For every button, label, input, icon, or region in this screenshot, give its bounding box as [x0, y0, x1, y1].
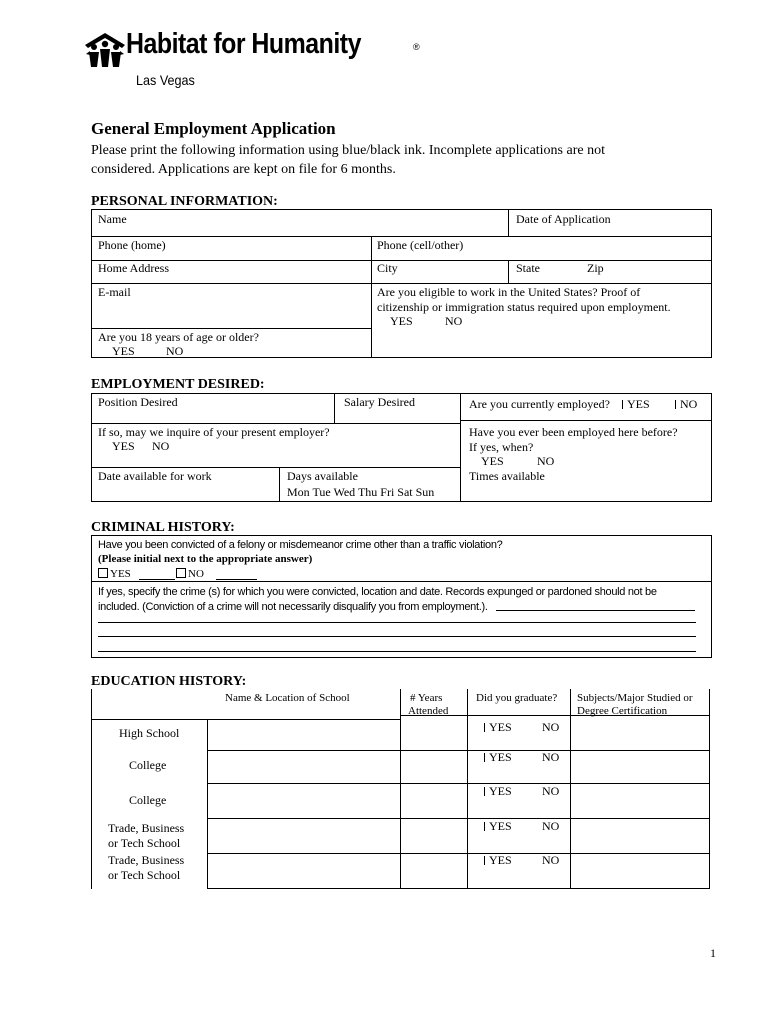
phone-home-field[interactable]: Phone (home): [98, 238, 166, 252]
checkbox-icon: [176, 568, 186, 578]
conviction-question: Have you been convicted of a felony or misdemeanor crime other than a traffic violation?: [98, 539, 503, 551]
col-years-header: # Years: [410, 692, 443, 704]
graduate-no-option[interactable]: NO: [542, 853, 560, 867]
criminal-table: [91, 535, 712, 658]
employment-table: [91, 393, 712, 502]
checkbox-tick-icon: [484, 822, 485, 831]
habitat-house-people-icon: [84, 30, 126, 68]
graduate-yes-option[interactable]: YES: [484, 819, 512, 834]
graduate-yes-option[interactable]: YES: [484, 720, 512, 735]
row-label-trade-line2: or Tech School: [108, 836, 181, 850]
home-address-field[interactable]: Home Address: [98, 261, 169, 275]
education-heading: EDUCATION HISTORY:: [91, 674, 247, 689]
currently-employed-no-option[interactable]: NO: [675, 397, 697, 412]
checkbox-tick-icon: [675, 400, 676, 409]
checkbox-tick-icon: [484, 856, 485, 865]
logo-subtitle: Las Vegas: [136, 72, 195, 88]
col-subjects-header-line2: Degree Certification: [577, 705, 668, 717]
logo: [84, 28, 424, 92]
specify-instruction: If yes, specify the crime (s) for which you were convicted, location and date. Records expunged or pardoned should not be: [98, 586, 657, 598]
date-of-application-field[interactable]: Date of Application: [516, 212, 611, 226]
checkbox-tick-icon: [622, 400, 623, 409]
row-label-trade-2: Trade, Business: [108, 853, 185, 867]
inquire-no-option[interactable]: NO: [152, 439, 170, 453]
checkbox-tick-icon: [484, 753, 485, 762]
days-options[interactable]: Mon Tue Wed Thu Fri Sat Sun: [287, 485, 435, 499]
criminal-no-option[interactable]: NO: [176, 567, 204, 581]
page-title: General Employment Application: [91, 119, 336, 138]
criminal-heading: CRIMINAL HISTORY:: [91, 520, 235, 535]
page-number: 1: [710, 946, 716, 960]
checkbox-tick-icon: [484, 723, 485, 732]
date-available-field[interactable]: Date available for work: [98, 469, 212, 483]
graduate-no-option[interactable]: NO: [542, 784, 560, 798]
checkbox-tick-icon: [484, 787, 485, 796]
graduate-no-option[interactable]: NO: [542, 750, 560, 764]
personal-info-table: [91, 209, 712, 358]
age-no-option[interactable]: NO: [166, 344, 184, 358]
checkbox-icon: [98, 568, 108, 578]
specify-instruction-line2: included. (Conviction of a crime will not necessarily disqualify you from employment.).: [98, 601, 488, 613]
graduate-yes-option[interactable]: YES: [484, 853, 512, 868]
employed-here-no-option[interactable]: NO: [537, 454, 555, 468]
row-label-trade: Trade, Business: [108, 821, 185, 835]
position-desired-field[interactable]: Position Desired: [98, 395, 178, 409]
inquire-question: If so, may we inquire of your present employer?: [98, 425, 330, 439]
currently-employed-yes-option[interactable]: YES: [622, 397, 650, 412]
col-graduate-header: Did you graduate?: [476, 692, 558, 704]
employment-heading: EMPLOYMENT DESIRED:: [91, 377, 265, 392]
email-field[interactable]: E-mail: [98, 285, 131, 299]
days-available-label: Days available: [287, 469, 358, 483]
employed-here-question: Have you ever been employed here before?: [469, 425, 678, 439]
age-question: Are you 18 years of age or older?: [98, 330, 259, 344]
graduate-yes-option[interactable]: YES: [484, 750, 512, 765]
explanation-line[interactable]: [98, 636, 696, 637]
col-subjects-header: Subjects/Major Studied or: [577, 692, 693, 704]
education-table: [91, 689, 710, 889]
currently-employed-question: Are you currently employed?: [469, 397, 610, 411]
row-label-college-2: College: [129, 793, 167, 807]
logo-name: Habitat for Humanity: [126, 28, 361, 60]
row-label-trade-2-line2: or Tech School: [108, 868, 181, 882]
eligible-question: Are you eligible to work in the United States? Proof of: [377, 285, 641, 299]
row-label-college: College: [129, 758, 167, 772]
explanation-line[interactable]: [98, 651, 696, 652]
state-field[interactable]: State: [516, 261, 540, 275]
phone-cell-field[interactable]: Phone (cell/other): [377, 238, 464, 252]
eligible-no-option[interactable]: NO: [445, 314, 463, 328]
initial-instruction: (Please initial next to the appropriate answer): [98, 553, 313, 565]
eligible-yes-option[interactable]: YES: [390, 314, 413, 328]
city-field[interactable]: City: [377, 261, 398, 275]
criminal-yes-option[interactable]: YES: [98, 567, 131, 581]
graduate-yes-option[interactable]: YES: [484, 784, 512, 799]
employed-here-yes-option[interactable]: YES: [481, 454, 504, 468]
explanation-line[interactable]: [98, 622, 696, 623]
logo-registered-mark: ®: [413, 42, 420, 52]
personal-heading: PERSONAL INFORMATION:: [91, 194, 278, 209]
inquire-yes-option[interactable]: YES: [112, 439, 135, 453]
name-field[interactable]: Name: [98, 212, 127, 226]
zip-field[interactable]: Zip: [587, 261, 604, 275]
row-label-high-school: High School: [119, 726, 180, 740]
graduate-no-option[interactable]: NO: [542, 819, 560, 833]
age-yes-option[interactable]: YES: [112, 344, 135, 358]
col-years-header-line2: Attended: [408, 705, 449, 717]
if-yes-when-field[interactable]: If yes, when?: [469, 440, 534, 454]
intro-text: Please print the following information using blue/black ink. Incomplete applications are not considered. Applications are kept on file for 6 months.: [91, 143, 605, 177]
eligible-question-line2: citizenship or immigration status required upon employment.: [377, 300, 671, 314]
graduate-no-option[interactable]: NO: [542, 720, 560, 734]
salary-desired-field[interactable]: Salary Desired: [344, 395, 415, 409]
times-available-field[interactable]: Times available: [469, 469, 545, 483]
col-school-header: Name & Location of School: [225, 692, 350, 704]
